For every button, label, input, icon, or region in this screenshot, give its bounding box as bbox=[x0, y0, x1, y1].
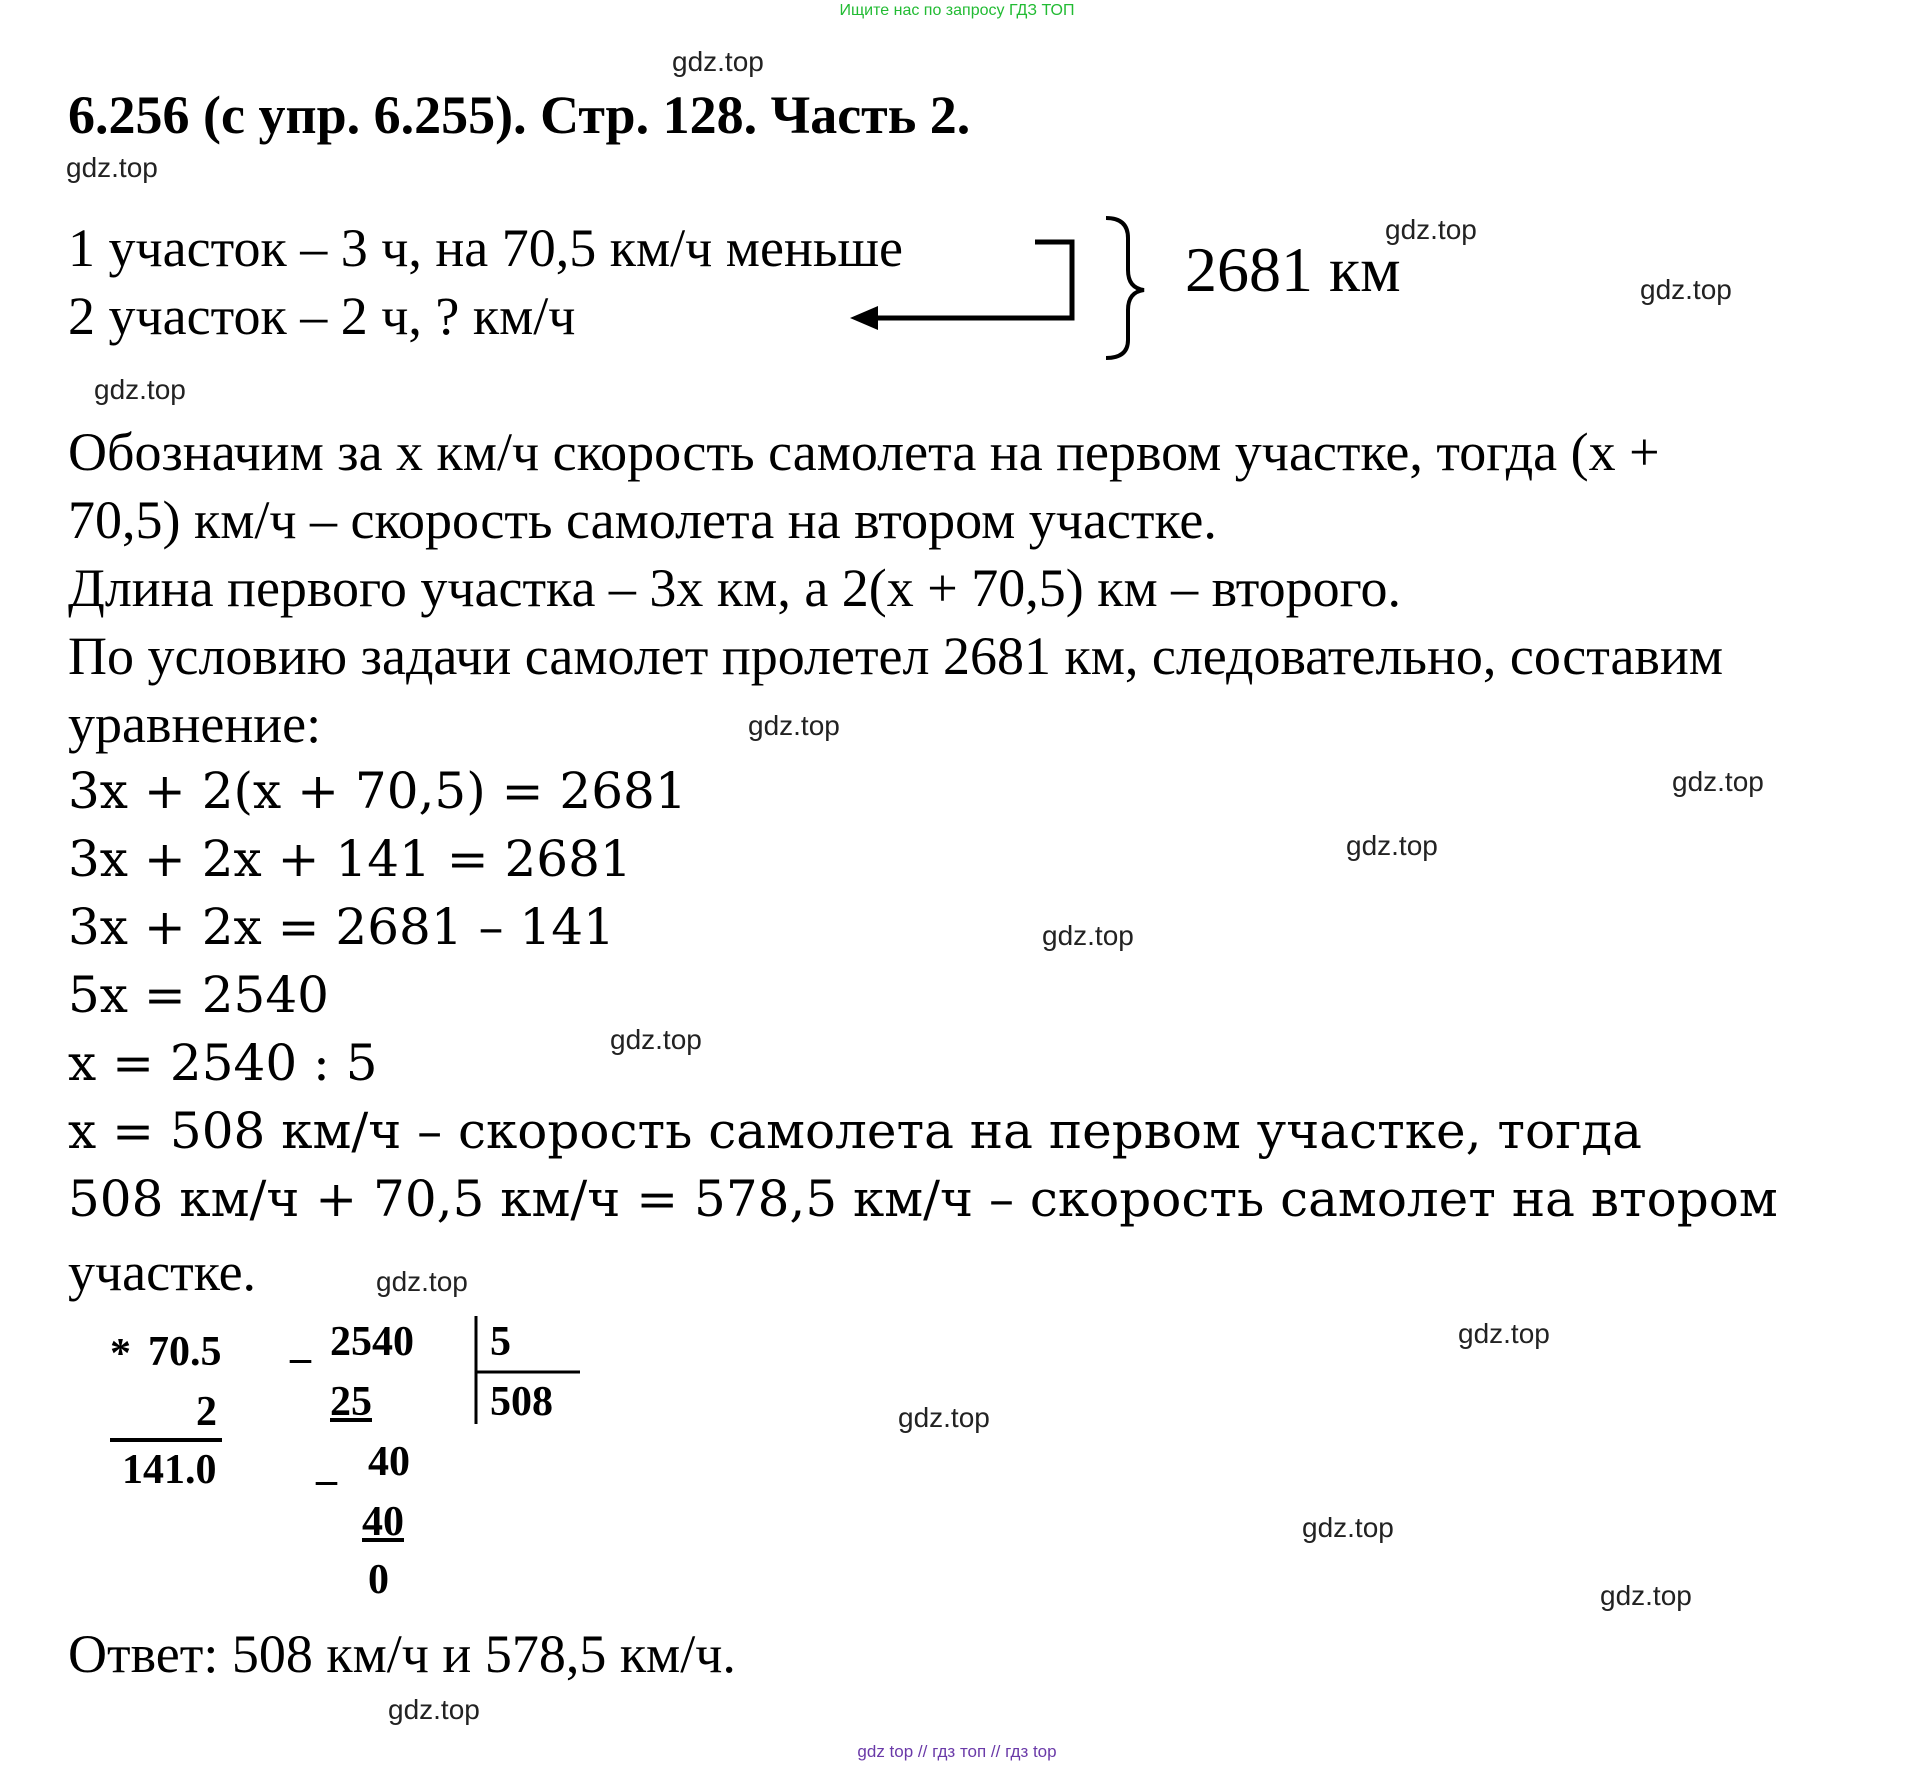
watermark: gdz.top bbox=[1672, 766, 1764, 797]
paragraph-3-line-2: уравнение: bbox=[68, 694, 322, 754]
div-step-2: 40 bbox=[368, 1439, 410, 1485]
watermark: gdz.top bbox=[94, 374, 186, 405]
watermark: gdz.top bbox=[1346, 830, 1438, 861]
equation-5: x = 2540 : 5 bbox=[68, 1034, 378, 1092]
mult-a: 70.5 bbox=[148, 1329, 222, 1375]
paragraph-1-line-1: Обозначим за x км/ч скорость самолета на первом участке, тогда (x + bbox=[68, 422, 1660, 482]
watermark: gdz.top bbox=[748, 710, 840, 741]
watermark: gdz.top bbox=[1042, 920, 1134, 951]
scheme-line-2: 2 участок – 2 ч, ? км/ч bbox=[68, 286, 576, 346]
paragraph-1-line-2: 70,5) км/ч – скорость самолета на втором участке. bbox=[68, 490, 1217, 550]
watermark: gdz.top bbox=[898, 1402, 990, 1433]
div-divisor: 5 bbox=[490, 1319, 511, 1365]
paragraph-3-line-1: По условию задачи самолет пролетел 2681 км, следовательно, составим bbox=[68, 626, 1723, 686]
watermark: gdz.top bbox=[1640, 274, 1732, 305]
watermark: gdz.top bbox=[376, 1266, 468, 1297]
div-remainder: 0 bbox=[368, 1557, 389, 1603]
watermark: gdz.top bbox=[388, 1694, 480, 1725]
watermark: gdz.top bbox=[672, 46, 764, 77]
mult-b: 2 bbox=[196, 1389, 217, 1435]
watermark: gdz.top bbox=[1458, 1318, 1550, 1349]
watermark: gdz.top bbox=[66, 152, 158, 183]
equation-3: 3x + 2x = 2681 – 141 bbox=[68, 898, 615, 956]
top-banner[interactable]: Ищите нас по запросу ГДЗ ТОП bbox=[839, 2, 1075, 19]
watermark: gdz.top bbox=[610, 1024, 702, 1055]
scheme-line-1: 1 участок – 3 ч, на 70,5 км/ч меньше bbox=[68, 218, 904, 278]
watermark: gdz.top bbox=[1600, 1580, 1692, 1611]
answer: Ответ: 508 км/ч и 578,5 км/ч. bbox=[68, 1624, 736, 1684]
equation-7: 508 км/ч + 70,5 км/ч = 578,5 км/ч – скорость самолет на втором bbox=[68, 1170, 1778, 1228]
page-title: 6.256 (с упр. 6.255). Стр. 128. Часть 2. bbox=[68, 85, 971, 145]
equation-8: участке. bbox=[68, 1242, 257, 1302]
div-minus-1: _ bbox=[290, 1321, 311, 1367]
footer-links[interactable]: gdz top // гдз топ // гдз top bbox=[857, 1742, 1057, 1761]
equation-4: 5x = 2540 bbox=[68, 966, 329, 1024]
equation-1: 3x + 2(x + 70,5) = 2681 bbox=[68, 762, 687, 820]
div-step-1: 25 bbox=[330, 1379, 372, 1425]
mult-result: 141.0 bbox=[122, 1447, 217, 1493]
watermark: gdz.top bbox=[1302, 1512, 1394, 1543]
paragraph-2: Длина первого участка – 3x км, а 2(x + 70,5) км – второго. bbox=[68, 558, 1401, 618]
div-dividend: 2540 bbox=[330, 1319, 414, 1365]
watermark: gdz.top bbox=[1385, 214, 1477, 245]
equation-2: 3x + 2x + 141 = 2681 bbox=[68, 830, 632, 888]
mult-op: * bbox=[110, 1331, 131, 1377]
scheme-total: 2681 км bbox=[1185, 234, 1401, 305]
div-quotient: 508 bbox=[490, 1379, 553, 1425]
div-minus-2: _ bbox=[316, 1443, 337, 1489]
equation-6: x = 508 км/ч – скорость самолета на первом участке, тогда bbox=[68, 1102, 1642, 1160]
div-step-3: 40 bbox=[362, 1499, 404, 1545]
